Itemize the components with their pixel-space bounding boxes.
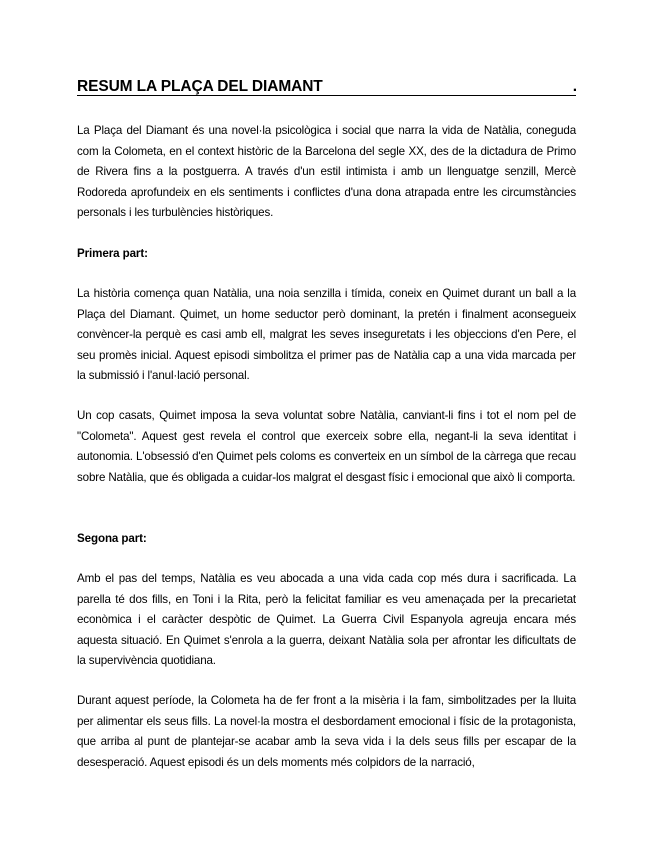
intro-paragraph: La Plaça del Diamant és una novel·la psicològica i social que narra la vida de Natàlia, coneguda com la Colometa, en el context històric de la Barcelona del segle XX, des de la dictadura de Primo de Rivera fins a la postguerra. A través d'un estil intimista i amb un llenguatge senzill, Mercè Rodoreda aprofundeix en els sentiments i conflictes d'una dona atrapada entre les circumstàncies personals i les turbulències històriques.: [77, 124, 576, 220]
title-trailing-dot: .: [572, 78, 577, 95]
paragraph-segona-1: Amb el pas del temps, Natàlia es veu abocada a una vida cada cop més dura i sacrificada. La parella té dos fills, en Toni i la Rita, però la felicitat familiar es veu amenaçada per la precarietat econòmica i el caràcter despòtic de Quimet. La Guerra Civil Espanyola agreuja encara més aquesta situació. En Quimet s'enrola a la guerra, deixant Natàlia sola per afrontar les dificultats de la supervivència quotidiana.: [77, 572, 576, 668]
title-underline: [77, 78, 576, 96]
document-title: RESUM LA PLAÇA DEL DIAMANT: [77, 78, 323, 95]
paragraph-segona-2: Durant aquest període, la Colometa ha de fer front a la misèria i la fam, simbolitzades per la lluita per alimentar els seus fills. La novel·la mostra el desbordament emocional i físic de la protagonista, que arriba al punt de plantejar-se acabar amb la seva vida i la dels seus fills per escapar de la desesperació. Aquest episodi és un dels moments més colpidors de la narració,: [77, 694, 576, 769]
paragraph-primera-2: Un cop casats, Quimet imposa la seva voluntat sobre Natàlia, canviant-li fins i tot el nom pel de "Colometa". Aquest gest revela el control que exerceix sobre ella, negant-li la seva identitat i autonomia. L'obsessió d'en Quimet pels coloms es converteix en un símbol de la càrrega que recau sobre Natàlia, que és obligada a cuidar-los malgrat el desgast físic i emocional que això li comporta.: [77, 409, 576, 484]
paragraph-primera-1: La història comença quan Natàlia, una noia senzilla i tímida, coneix en Quimet durant un ball a la Plaça del Diamant. Quimet, un home seductor però dominant, la pretén i finalment aconsegueix convèncer-la perquè es casi amb ell, malgrat les seves inseguretats i les objeccions d'en Pere, el seu promès inicial. Aquest episodi simbolitza el primer pas de Natàlia cap a una vida marcada per la submissió i l'anul·lació personal.: [77, 287, 576, 383]
section-heading-primera: Primera part:: [77, 247, 148, 260]
section-heading-segona: Segona part:: [77, 532, 147, 545]
